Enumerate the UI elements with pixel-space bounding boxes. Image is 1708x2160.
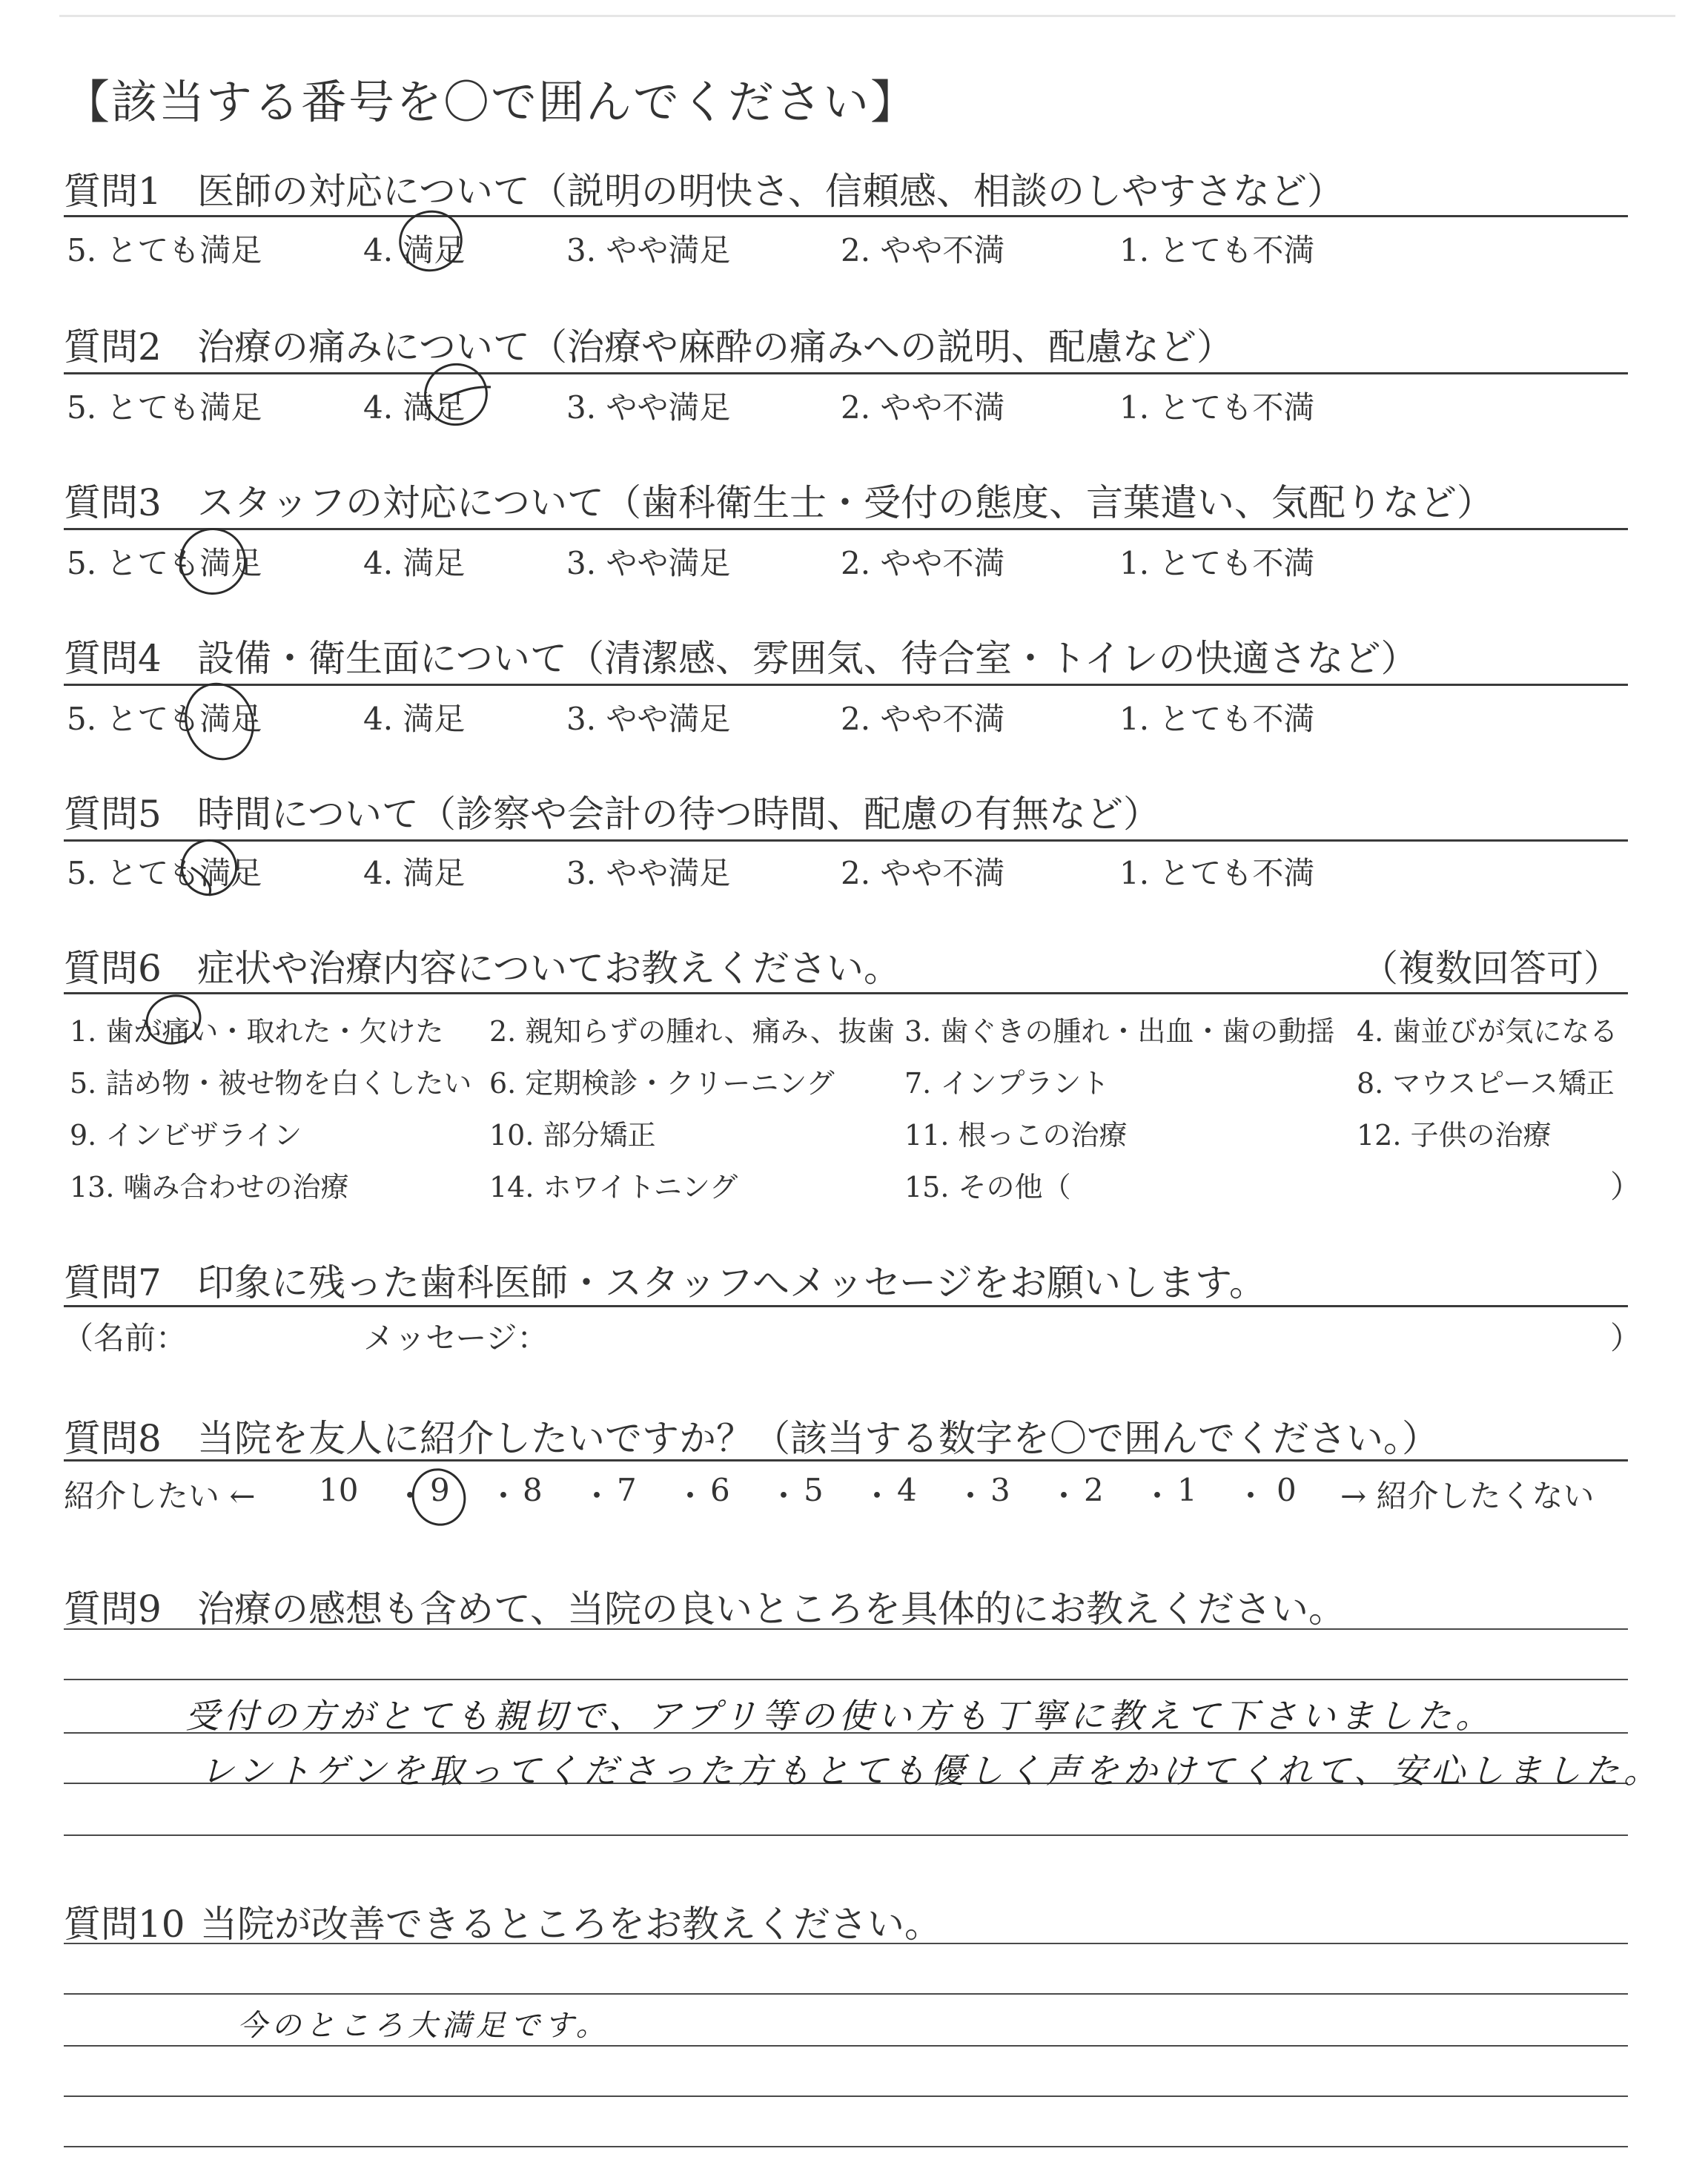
option-1[interactable]: 1. とても不満 — [1119, 701, 1315, 737]
question-rule — [64, 372, 1628, 374]
option-5[interactable]: 5. とても満足 — [67, 389, 262, 426]
option-2[interactable]: 2. やや不満 — [841, 855, 1005, 891]
page-title: 【該当する番号を〇で囲んでください】 — [64, 75, 918, 129]
symptom-option-9[interactable]: 9. インビザライン — [70, 1119, 302, 1152]
recommend-right-label: → 紹介したくない — [1340, 1478, 1595, 1514]
other-close-paren: ） — [1610, 1169, 1642, 1205]
question-rule — [64, 1305, 1628, 1307]
symptom-option-12[interactable]: 12. 子供の治療 — [1357, 1119, 1552, 1152]
question-rule — [64, 992, 1628, 994]
option-2[interactable]: 2. やや不満 — [841, 232, 1005, 268]
symptom-option-14[interactable]: 14. ホワイトニング — [489, 1171, 738, 1203]
question-rule — [64, 839, 1628, 842]
option-3[interactable]: 3. やや満足 — [566, 232, 731, 268]
scale-separator: ・ — [768, 1478, 800, 1514]
option-5[interactable]: 5. とても満足 — [67, 701, 262, 737]
scale-separator: ・ — [581, 1478, 613, 1514]
symptom-option-5[interactable]: 5. 詰め物・被せ物を白くしたい — [70, 1067, 472, 1100]
option-1[interactable]: 1. とても不満 — [1119, 232, 1315, 268]
option-5[interactable]: 5. とても満足 — [67, 545, 262, 581]
option-3[interactable]: 3. やや満足 — [566, 701, 731, 737]
question-text: スタッフの対応について（歯科衛生士・受付の態度、言葉遣い、気配りなど） — [197, 481, 1494, 524]
answer-line — [64, 2095, 1628, 2097]
question-text: 治療の感想も含めて、当院の良いところを具体的にお教えください。 — [197, 1588, 1345, 1631]
option-4[interactable]: 4. 満足 — [363, 232, 466, 268]
answer-line — [64, 1993, 1628, 1995]
message-close-paren: ） — [1610, 1320, 1642, 1356]
scale-separator: ・ — [1048, 1478, 1080, 1514]
question-number: 質問4 — [64, 637, 162, 680]
answer-line — [64, 1679, 1628, 1680]
option-4[interactable]: 4. 満足 — [363, 701, 466, 737]
option-3[interactable]: 3. やや満足 — [566, 545, 731, 581]
recommend-score-10[interactable]: 10 — [319, 1472, 359, 1508]
symptom-option-11[interactable]: 11. 根っこの治療 — [904, 1119, 1128, 1152]
name-label: （名前： — [62, 1320, 188, 1356]
symptom-option-2[interactable]: 2. 親知らずの腫れ、痛み、抜歯 — [489, 1015, 895, 1048]
recommend-left-label: 紹介したい ← — [64, 1478, 256, 1514]
question-5-heading — [64, 785, 1160, 838]
question-7-heading — [64, 1253, 1266, 1307]
question-text: 症状や治療内容についてお教えください。 — [197, 947, 901, 990]
symptom-option-1[interactable]: 1. 歯が痛い・取れた・欠けた — [70, 1015, 444, 1048]
option-3[interactable]: 3. やや満足 — [566, 389, 731, 426]
option-5[interactable]: 5. とても満足 — [67, 232, 262, 268]
question-number: 質問7 — [64, 1261, 162, 1304]
option-2[interactable]: 2. やや不満 — [841, 701, 1005, 737]
scale-separator: ・ — [1235, 1478, 1267, 1514]
question-text: 時間について（診察や会計の待つ時間、配慮の有無など） — [197, 793, 1160, 836]
option-1[interactable]: 1. とても不満 — [1119, 545, 1315, 581]
answer-line — [64, 1628, 1628, 1630]
answer-line — [64, 1943, 1628, 1944]
scale-separator: ・ — [394, 1478, 426, 1514]
question-number: 質問5 — [64, 793, 162, 836]
question-rule — [64, 1459, 1628, 1462]
scale-separator: ・ — [955, 1478, 987, 1514]
question-rule — [64, 528, 1628, 530]
option-2[interactable]: 2. やや不満 — [841, 389, 1005, 426]
top-border — [59, 15, 1675, 17]
question-rule — [64, 215, 1628, 217]
symptom-option-7[interactable]: 7. インプラント — [904, 1067, 1110, 1100]
symptom-option-15[interactable]: 15. その他（ — [904, 1171, 1071, 1203]
option-3[interactable]: 3. やや満足 — [566, 855, 731, 891]
recommend-score-3[interactable]: 3 — [990, 1472, 1010, 1508]
question-text: 治療の痛みについて（治療や麻酔の痛みへの説明、配慮など） — [197, 326, 1234, 369]
question-4-heading — [64, 629, 1418, 682]
scale-separator: ・ — [675, 1478, 706, 1514]
answer-circle — [174, 673, 265, 770]
symptom-option-3[interactable]: 3. 歯ぐきの腫れ・出血・歯の動揺 — [904, 1015, 1335, 1048]
question-text: 設備・衛生面について（清潔感、雰囲気、待合室・トイレの快適さなど） — [197, 637, 1418, 680]
recommend-score-2[interactable]: 2 — [1084, 1472, 1104, 1508]
answer-line — [64, 2045, 1628, 2047]
option-2[interactable]: 2. やや不満 — [841, 545, 1005, 581]
recommend-score-4[interactable]: 4 — [897, 1472, 917, 1508]
question-text: 当院が改善できるところをお教えください。 — [200, 1903, 941, 1946]
question-text: 医師の対応について（説明の明快さ、信頼感、相談のしやすさなど） — [197, 170, 1344, 213]
handwritten-answer: 受付の方がとても親切で、アプリ等の使い方も丁寧に教えて下さいました。 — [185, 1696, 1494, 1736]
answer-circle — [170, 518, 255, 604]
recommend-score-9[interactable]: 9 — [430, 1472, 450, 1508]
question-text: 当院を友人に紹介したいですか？（該当する数字を〇で囲んでください。） — [197, 1417, 1439, 1460]
option-4[interactable]: 4. 満足 — [363, 389, 466, 426]
question-number: 質問8 — [64, 1417, 162, 1460]
symptom-option-4[interactable]: 4. 歯並びが気になる — [1357, 1015, 1618, 1048]
question-number: 質問6 — [64, 947, 162, 990]
answer-line — [64, 2146, 1628, 2147]
question-number: 質問9 — [64, 1588, 162, 1631]
message-label: メッセージ： — [363, 1320, 549, 1356]
question-text: 印象に残った歯科医師・スタッフへメッセージをお願いします。 — [197, 1261, 1266, 1304]
question-rule — [64, 684, 1628, 686]
scale-separator: ・ — [861, 1478, 893, 1514]
question-6-heading — [64, 939, 901, 992]
question-8-heading — [64, 1409, 1439, 1462]
handwritten-answer: レントゲンを取ってくださった方もとても優しく声をかけてくれて、安心しました。 — [200, 1751, 1663, 1791]
recommend-score-7[interactable]: 7 — [617, 1472, 637, 1508]
recommend-score-0[interactable]: 0 — [1277, 1472, 1297, 1508]
recommend-score-6[interactable]: 6 — [710, 1472, 730, 1508]
symptom-option-10[interactable]: 10. 部分矯正 — [489, 1119, 656, 1152]
scale-separator: ・ — [1142, 1478, 1174, 1514]
option-4[interactable]: 4. 満足 — [363, 545, 466, 581]
option-5[interactable]: 5. とても満足 — [67, 855, 262, 891]
recommend-score-8[interactable]: 8 — [523, 1472, 543, 1508]
question-number: 質問10 — [64, 1903, 185, 1946]
answer-line — [64, 1834, 1628, 1836]
option-4[interactable]: 4. 満足 — [363, 855, 466, 891]
symptom-option-13[interactable]: 13. 噛み合わせの治療 — [70, 1171, 349, 1203]
recommend-score-1[interactable]: 1 — [1177, 1472, 1197, 1508]
question-10-heading — [64, 1895, 941, 1948]
option-1[interactable]: 1. とても不満 — [1119, 389, 1315, 426]
question-3-heading — [64, 473, 1494, 526]
question-number: 質問2 — [64, 326, 162, 369]
question-9-heading — [64, 1579, 1345, 1633]
question-1-heading — [64, 162, 1344, 215]
symptom-option-8[interactable]: 8. マウスピース矯正 — [1357, 1067, 1615, 1100]
handwritten-answer: 今のところ大満足です。 — [237, 2009, 610, 2043]
scale-separator: ・ — [488, 1478, 520, 1514]
recommend-score-5[interactable]: 5 — [804, 1472, 824, 1508]
multiple-answers-note: （複数回答可） — [1361, 947, 1621, 990]
symptom-option-6[interactable]: 6. 定期検診・クリーニング — [489, 1067, 835, 1100]
option-1[interactable]: 1. とても不満 — [1119, 855, 1315, 891]
question-2-heading — [64, 317, 1234, 371]
question-number: 質問1 — [64, 170, 162, 213]
question-number: 質問3 — [64, 481, 162, 524]
